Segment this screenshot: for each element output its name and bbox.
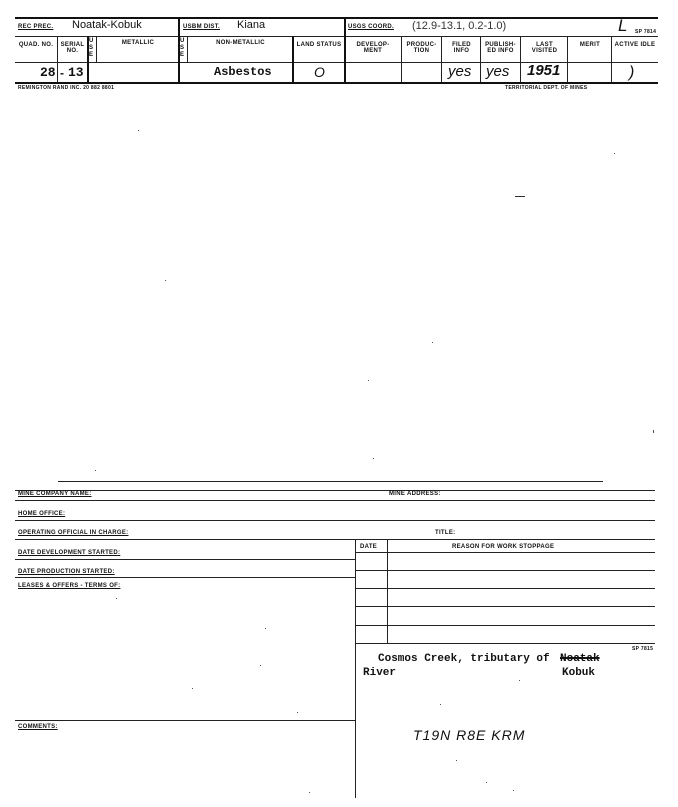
legal-location: T19N R8E KRM bbox=[413, 727, 526, 743]
date-production-started-label: DATE PRODUCTION STARTED: bbox=[18, 569, 115, 575]
rec-prec-value: Noatak-Kobuk bbox=[72, 19, 142, 31]
operating-official-label: OPERATING OFFICIAL IN CHARGE: bbox=[18, 530, 129, 536]
department-name: TERRITORIAL DEPT. OF MINES bbox=[505, 85, 588, 91]
col-non-metallic: NON-METALLIC bbox=[216, 40, 265, 46]
published-info-value: yes bbox=[486, 63, 510, 80]
serial-value: 13 bbox=[68, 65, 84, 80]
title-label: TITLE: bbox=[435, 530, 456, 536]
usgs-coord-label: USGS COORD. bbox=[348, 24, 394, 30]
leases-offers-label: LEASES & OFFERS - TERMS OF: bbox=[18, 583, 121, 589]
col-production: PRODUC-TION bbox=[406, 42, 437, 54]
note-correction: Kobuk bbox=[562, 667, 596, 679]
col-merit: MERIT bbox=[579, 42, 601, 48]
printer-credit: REMINGTON RAND INC. 20 882 8801 bbox=[18, 85, 115, 91]
col-filed-info: FILED INFO bbox=[452, 42, 471, 54]
col-land-status: LAND STATUS bbox=[296, 42, 342, 48]
col-last-visited: LAST VISITED bbox=[531, 42, 558, 54]
usbm-dist-label: USBM DIST. bbox=[183, 24, 221, 30]
note-struck-word: Noatak bbox=[560, 653, 600, 665]
col-serial-no: SERIAL NO. bbox=[60, 42, 85, 54]
note-line-2: River bbox=[363, 667, 397, 679]
corner-mark: L bbox=[618, 16, 628, 35]
reason-stoppage-label: REASON FOR WORK STOPPAGE bbox=[452, 544, 555, 550]
comments-label: COMMENTS: bbox=[18, 724, 58, 730]
active-idle-value: ) bbox=[629, 64, 635, 81]
date-col-label: DATE bbox=[360, 544, 378, 550]
col-quad-no: QUAD. NO. bbox=[18, 42, 54, 48]
col-use-2: U S E bbox=[180, 38, 185, 58]
last-visited-value: 1951 bbox=[527, 62, 561, 79]
quad-value: 28 bbox=[40, 65, 56, 80]
mine-address-label: MINE ADDRESS: bbox=[389, 491, 441, 497]
form-code: SP 7814 bbox=[635, 29, 657, 35]
usgs-coord-value: (12.9-13.1, 0.2-1.0) bbox=[412, 20, 507, 32]
rec-prec-label: REC PREC. bbox=[18, 24, 54, 30]
form-code-2: SP 7815 bbox=[632, 646, 654, 652]
home-office-label: HOME OFFICE: bbox=[18, 511, 66, 517]
non-metallic-value: Asbestos bbox=[214, 65, 272, 79]
col-active-idle: ACTIVE IDLE bbox=[614, 42, 656, 48]
date-development-started-label: DATE DEVELOPMENT STARTED: bbox=[18, 550, 121, 556]
col-development: DEVELOP-MENT bbox=[356, 42, 390, 54]
col-use-1: U S E bbox=[89, 38, 94, 58]
col-metallic: METALLIC bbox=[121, 40, 155, 46]
mine-company-name-label: MINE COMPANY NAME: bbox=[18, 491, 92, 497]
usbm-dist-value: Kiana bbox=[237, 19, 266, 31]
note-line-1: Cosmos Creek, tributary of bbox=[378, 653, 550, 665]
filed-info-value: yes bbox=[448, 63, 472, 80]
land-status-value: O bbox=[314, 64, 325, 80]
col-published-info: PUBLISH-ED INFO bbox=[485, 42, 516, 54]
